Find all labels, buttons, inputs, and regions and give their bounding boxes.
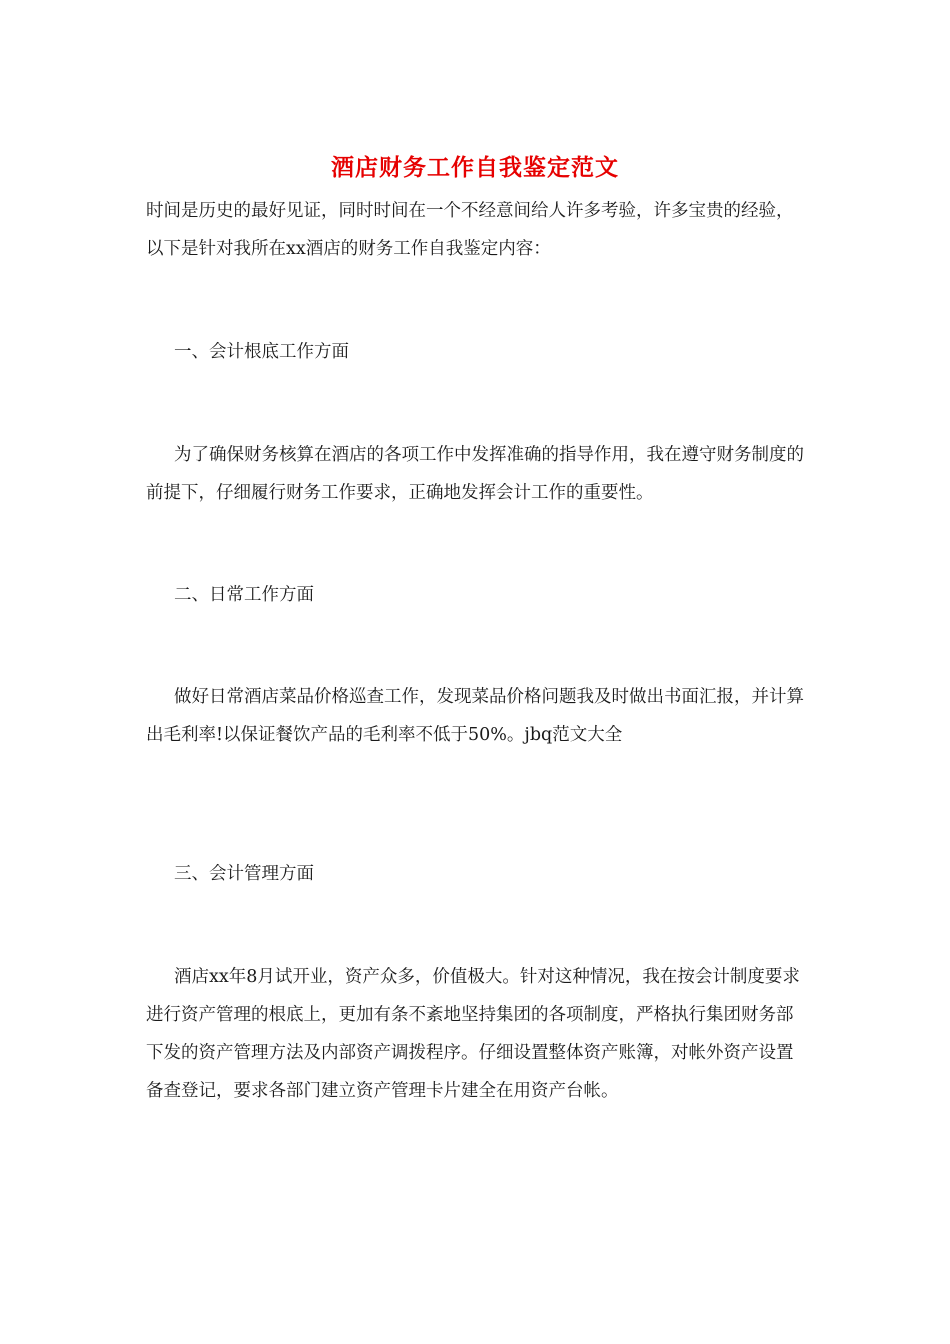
section2-heading: 二、日常工作方面	[174, 585, 314, 605]
section3-body: 酒店xx年8月试开业，资产众多，价值极大。针对这种情况，我在按会计制度要求进行资产管理的根底上，更加有条不紊地坚持集团的各项制度，严格执行集团财务部下发的资产管理方法及内部资产调拨程序。仔细设置整体资产账簿，对帐外资产设置备查登记，要求各部门建立资产管理卡片建全在用资产台帐。	[146, 967, 800, 1101]
section3-heading: 三、会计管理方面	[174, 864, 314, 884]
section1-body: 为了确保财务核算在酒店的各项工作中发挥准确的指导作用，我在遵守财务制度的前提下，仔细履行财务工作要求，正确地发挥会计工作的重要性。	[146, 445, 804, 503]
intro-paragraph: 时间是历史的最好见证，同时时间在一个不经意间给人许多考验，许多宝贵的经验，以下是针对我所在xx酒店的财务工作自我鉴定内容：	[146, 201, 794, 259]
document-title: 酒店财务工作自我鉴定范文	[331, 154, 619, 181]
section2-body: 做好日常酒店菜品价格巡查工作，发现菜品价格问题我及时做出书面汇报，并计算出毛利率!以保证餐饮产品的毛利率不低于50%。jbq范文大全	[146, 687, 804, 745]
section1-heading: 一、会计根底工作方面	[174, 342, 349, 362]
